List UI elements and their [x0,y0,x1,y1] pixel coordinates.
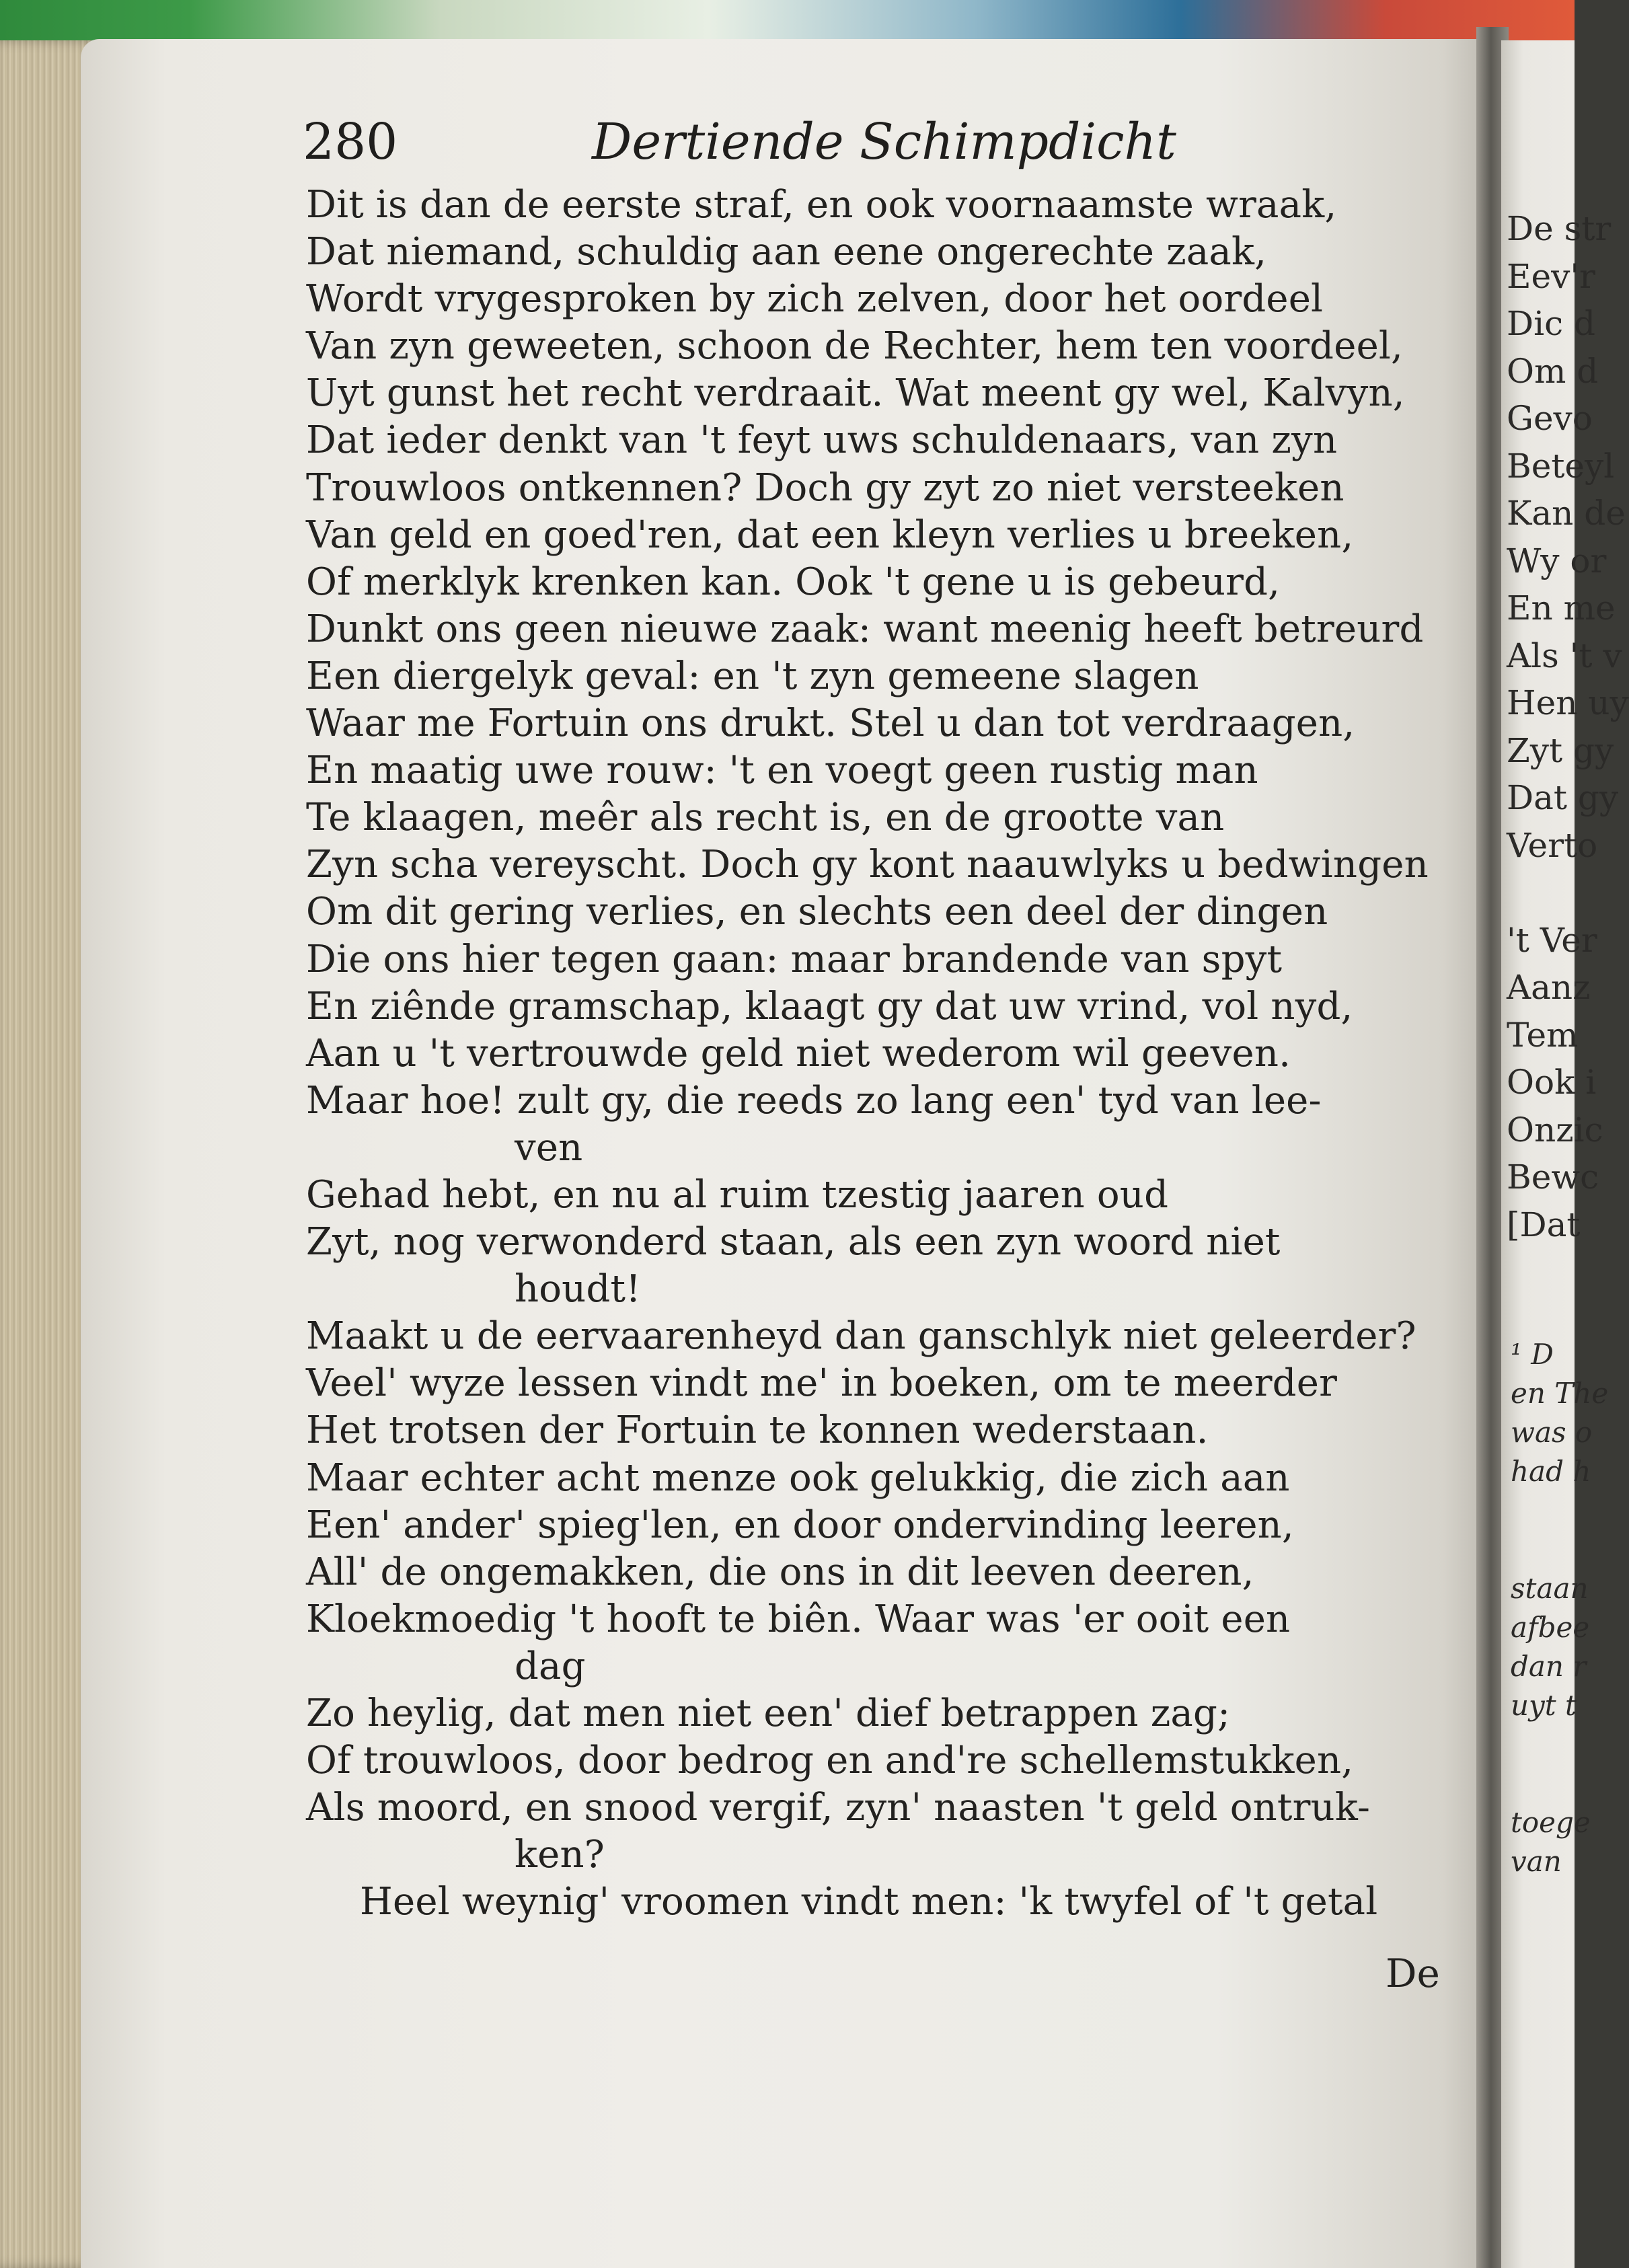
poem-line: Dit is dan de eerste straf, en ook voornaamste wraak, [306,183,1337,227]
facing-page-footnote: staan [1511,1572,1589,1605]
facing-page-footnote: afbee [1511,1611,1590,1644]
facing-page-footnote: van [1511,1845,1562,1878]
facing-page-footnote: was o [1511,1416,1593,1449]
facing-page-footnote: uyt t [1511,1689,1577,1722]
page-number: 280 [303,113,398,171]
poem-line: En ziênde gramschap, klaagt gy dat uw vrind, vol nyd, [306,984,1353,1028]
poem-line: Aan u 't vertrouwde geld niet wederom wil geeven. [306,1031,1291,1075]
facing-page-line: Beteyl [1507,446,1615,486]
facing-page-footnote: had h [1511,1455,1591,1488]
poem-line: Maar hoe! zult gy, die reeds zo lang een' tyd van lee- [306,1078,1322,1123]
poem-line: Die ons hier tegen gaan: maar brandende van spyt [306,937,1283,981]
poem-line: Dunkt ons geen nieuwe zaak: want meenig heeft betreurd [306,607,1424,651]
poem-line: All' de ongemakken, die ons in dit leeven deeren, [306,1550,1254,1594]
poem-line: Zo heylig, dat men niet een' dief betrappen zag; [306,1692,1231,1735]
poem-line: Of merklyk krenken kan. Ook 't gene u is gebeurd, [306,560,1281,604]
poem-line: ken? [515,1833,605,1877]
facing-page-line: Onzic [1507,1110,1603,1149]
poem-line: Een diergelyk geval: en 't zyn gemeene slagen [306,654,1199,698]
poem-line: Dat ieder denkt van 't feyt uws schuldenaars, van zyn [306,418,1338,463]
facing-page-line: Wy or [1507,541,1607,580]
facing-page-footnote: toege [1511,1806,1591,1839]
poem-line: En maatig uwe rouw: 't en voegt geen rustig man [306,749,1258,793]
facing-page-line: De str [1507,209,1612,248]
poem-line: dag [515,1644,586,1688]
poem-line: ven [515,1125,583,1170]
poem-line: houdt! [515,1267,641,1312]
facing-page-line: Kan de [1507,494,1626,533]
facing-page-line: Tem [1507,1015,1579,1055]
facing-page-line: 't Ver [1507,920,1597,960]
facing-page-line: Zyt gy [1507,730,1614,770]
facing-page-footnote: en The [1511,1377,1609,1410]
poem-line: Kloekmoedig 't hooft te biên. Waar was 'er ooit een [306,1597,1291,1641]
poem-line: Van geld en goed'ren, dat een kleyn verlies u breeken, [306,513,1354,557]
facing-page-footnote: ¹ D [1511,1338,1554,1371]
facing-page-line: Aanz [1507,968,1591,1007]
poem-line: Maakt u de eervaarenheyd dan ganschlyk niet geleerder? [306,1314,1416,1359]
poem-line: Dat niemand, schuldig aan eene ongerechte zaak, [306,230,1267,274]
facing-page-line: Om d [1507,351,1599,391]
facing-page-line: [Dat [1507,1205,1581,1244]
poem-line: Het trotsen der Fortuin te konnen wederstaan. [306,1408,1209,1453]
facing-page-line: Ook i [1507,1063,1597,1102]
facing-page-line: Gevo [1507,399,1593,438]
poem-line: Gehad hebt, en nu al ruim tzestig jaaren oud [306,1172,1169,1217]
facing-page-line: Hen uy [1507,683,1629,722]
facing-page-line: Als 't v [1507,636,1622,675]
poem-line: Wordt vrygesproken by zich zelven, door het oordeel [306,277,1324,322]
running-title: Dertiende Schimpdicht [592,113,1176,171]
poem-line: Een' ander' spieg'len, en door ondervinding leeren, [306,1503,1294,1547]
facing-page-line: Eev'r [1507,256,1595,296]
facing-page-line: Verto [1507,825,1598,865]
poem-line: Van zyn geweeten, schoon de Rechter, hem ten voordeel, [306,324,1404,369]
poem-line: Zyt, nog verwonderd staan, als een zyn woord niet [306,1220,1281,1264]
facing-page-line: Dat gy [1507,778,1619,817]
poem-line: Als moord, en snood vergif, zyn' naasten 't geld ontruk- [306,1786,1371,1830]
poem-line: Veel' wyze lessen vindt me' in boeken, om te meerder [306,1361,1338,1406]
poem-line: Trouwloos ontkennen? Doch gy zyt zo niet versteeken [306,465,1344,510]
facing-page-line: Bewc [1507,1158,1599,1197]
poem-line: Om dit gering verlies, en slechts een deel der dingen [306,890,1328,934]
facing-page-line: En me [1507,589,1616,628]
poem-line: Uyt gunst het recht verdraait. Wat meent gy wel, Kalvyn, [306,371,1405,416]
poem-line: Of trouwloos, door bedrog en and're schellemstukken, [306,1739,1354,1783]
poem-line: Heel weynig' vroomen vindt men: 'k twyfel of 't getal [360,1880,1378,1924]
poem-text [306,182,1436,1926]
poem-line: Te klaagen, meêr als recht is, en de grootte van [306,796,1225,840]
poem-line: Maar echter acht menze ook gelukkig, die zich aan [306,1456,1290,1500]
poem-line: Zyn scha vereyscht. Doch gy kont naauwlyks u bedwingen [306,843,1429,887]
catchword: De [1386,1951,1440,1996]
facing-page-footnote: dan r [1511,1650,1587,1683]
poem-line: Waar me Fortuin ons drukt. Stel u dan tot verdraagen, [306,702,1355,746]
facing-page-fragment [1501,40,1629,2268]
facing-page-line: Dic d [1507,304,1595,343]
